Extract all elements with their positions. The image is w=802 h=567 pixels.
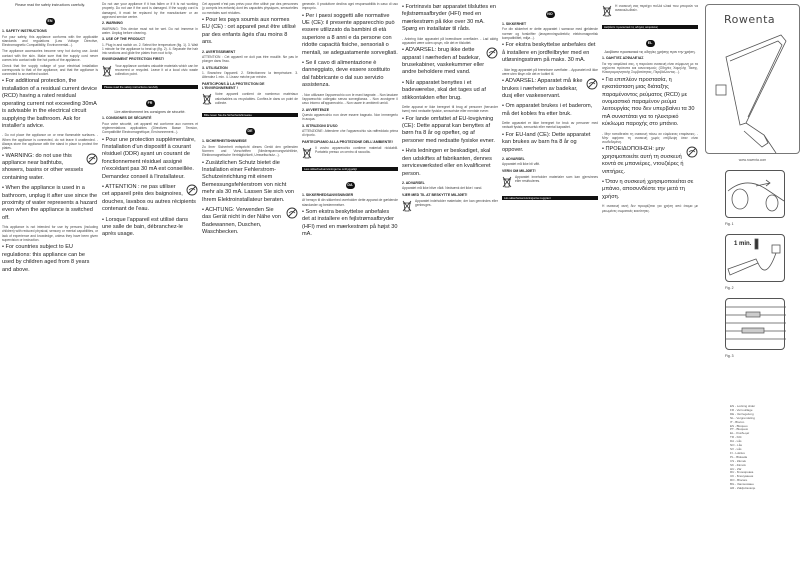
text-column (2, 2, 98, 565)
intro-note: Διαβάστε προσεκτικά τις οδηγίες χρήσης πριν την χρήση. (604, 50, 696, 54)
legend-item: ES - Bloqueo (730, 423, 748, 428)
badge-row (302, 173, 398, 191)
recycling-notice (402, 199, 498, 217)
badge-row (102, 91, 198, 109)
warning-text: • For EU-land (CE): Dette apparatet kan brukes av barn fra 8 år og oppover. (502, 131, 591, 153)
section-heading: 1. CONSIGNES DE SÉCURITÉ (102, 116, 152, 121)
section-divider-bar: Bitte lesen Sie die Sicherheitshinweise (202, 113, 298, 117)
section-heading: PARTECIPIAMO ALLA PROTEZIONE DELL'AMBIENTE! (302, 139, 393, 144)
warning-text: • Per i paesi soggetti alle normative UE (CE): il presente apparecchio può essere utilizzato da bambini di età superiore a 8 anni e da persone con ridotte capacità fisiche, sensoriali o mentali, se adeguatamente sorvegliati. (302, 12, 398, 56)
figure-2 (725, 234, 785, 282)
body-text: ATTENZIONE: Attendere che l'apparecchio sia raffreddato prima di riporlo. (302, 128, 398, 138)
section-heading: VÆR MED TIL AT BESKYTTE MILJØET! (402, 192, 468, 197)
body-text: - Μην τοποθετείτε τη συσκευή πάνω σε εύφλεκτες επιφάνειες. - Μην αφήνετε τη συσκευή χωρίς επίβλεψη όταν είναι συνδεδεμένη. (602, 131, 698, 145)
warning-text: • Zusätzlichen Schutz bietet die Installation einer Fehlerstrom-Schutzeinrichtung mit einem Bemessungsfehlerstrom von nicht mehr als 30 mA. Lassen Sie sich von Ihrem Elektroinstallateur beraten. (202, 159, 295, 203)
body-text: Apparatet må ikke blive vådt. Nedsænk det ikke i vand. (402, 186, 483, 191)
warning-text: • For lande omfattet af EU-lovgivning (CE): Dette apparat kan benyttes af børn fra 8 år og opefter, og af personer med nedsatte fysiske evner. (402, 115, 495, 144)
section-divider-bar: Διαβάστε προσεκτικά τις οδηγίες ασφαλείας (602, 25, 698, 29)
legend-item: TR - Kilit (730, 435, 742, 440)
recycling-notice (602, 4, 698, 22)
body-text: Apparatet må ikke bli vått. (502, 162, 540, 167)
legend-item: SK - Zámok (730, 462, 746, 467)
body-text: For din sikkerhet er dette apparatet i samsvar med gjeldende normer og forskrifter (lavspenningsdirektiv, elektromagnetisk kompatibilitet, miljø...). (502, 27, 598, 40)
warning-text: • Når apparatet benyttes i et badeværelse, skal det tages ud af stikkontakten efter brug. (402, 79, 486, 101)
section-heading: 2. AVERTISSEMENT (202, 49, 236, 54)
warning-text (402, 47, 498, 77)
warning-text: • Pour les pays soumis aux normes EU (CE) : cet appareil peut être utilisé par des enfants âgés d'au moins 8 ans. (202, 16, 296, 46)
legend-item: NL - Vergrendeling (730, 415, 755, 420)
brand-logo: Rowenta (724, 13, 776, 26)
section-divider-bar: Læs sikkerhedsanvisningerne omhyggeligt (302, 167, 398, 171)
warning-label: • ACHTUNG: Verwenden Sie das Gerät nicht in der Nähe von Badewannen, Duschen, Waschbecken. (202, 207, 281, 236)
legend-item: DE - Verriegelung (730, 411, 754, 416)
section-divider-bar: Läs säkerhetsanvisningarna noggrant (502, 196, 598, 200)
recycling-text: Your appliance contains valuable materials which can be recovered or recycled. Leave it at a local civic waste collection point. (115, 63, 198, 77)
body-text: For your safety, this appliance conforms with the applicable standards and regulations (Low Voltage Directive, Electromagnetic Compatibility, Environmental...). (2, 34, 98, 48)
warning-text: • For ekstra beskyttelse anbefales det å installere en jordfeilbryter med en utløsningsstrøm på maks. 30 mA. (502, 42, 596, 64)
recycling-text: Il vostro apparecchio contiene materiali riciclabili. Portatelo presso un centro di raccolta. (315, 145, 398, 155)
legend-item: FI - Lukitus (730, 450, 745, 455)
warning-label: • ATTENTION : ne pas utiliser cet appareil près des baignoires, douches, lavabos ou autres récipients contenant de l'eau. (102, 184, 196, 213)
figure-1-label: Fig. 1 (725, 222, 734, 226)
warning-text: • For additional protection, the installation of a residual current device (RCD) having a rated residual operating current not exceeding 30mA is advisable in the electrical circuit supplying the bathroom. Ask for installer's advice. (2, 78, 98, 129)
warning-text (502, 78, 598, 100)
legend-item: EL - Κλείδωμα (730, 431, 750, 436)
badge-row (202, 119, 298, 137)
warning-text: • Se il cavo di alimentazione è danneggiato, deve essere sostituito dal fabbricante o dal suo servizio assistenza. (302, 60, 391, 89)
section-heading: 3. UTILISATION (202, 65, 228, 70)
illustration-panel (703, 0, 802, 567)
legend-item: BG - Заключване (730, 482, 754, 487)
crossed-bin-icon (402, 199, 412, 217)
warning-text: • Hvis ledningen er beskadiget, skal den udskiftes af fabrikanten, dennes serviceværksted eller en kvalificeret person. (402, 148, 492, 177)
hair-straightener-drawing (706, 5, 801, 155)
body-text: Dette apparat er ikke beregnet til brug af personer (herunder børn) med nedsatte fysiske, sensoriske eller mentale evner. (402, 105, 498, 114)
body-text: Pour votre sécurité, cet appareil est conforme aux normes et réglementations applicables (Directives Basse Tension, Compatibilité Electromagnétique, Environnement...). (102, 121, 198, 135)
figure-1 (725, 170, 785, 218)
section-heading: 2. WARNING (102, 21, 123, 26)
legend-item: RO - Blocare (730, 478, 748, 483)
recycling-text: Η συσκευή σας περιέχει πολλά υλικά που μπορούν να ανακυκλωθούν. (615, 4, 698, 13)
badge-row (502, 2, 598, 20)
crossed-bin-icon (502, 175, 512, 193)
recycling-text: Apparatet inneholder materialer som kan gjenvinnes eller resirkuleres. (515, 175, 598, 184)
language-badge: DE (247, 129, 253, 134)
lock-slider-drawing (726, 171, 786, 219)
legend-item: UK - Блокування (730, 474, 754, 479)
crossed-bin-icon (302, 146, 312, 164)
body-text: 1. Branchez l'appareil. 2. Sélectionnez la température. 3. Attendez 1 min. 4. Lissez mèche par mèche. (202, 70, 298, 80)
recycling-text: Apparatet indeholder materialer, der kan genvindes eller genbruges. (415, 199, 498, 208)
heat-time-label: 1 min. (734, 241, 752, 247)
figure-3-label: Fig. 3 (725, 354, 734, 358)
warning-text: • Pour une protection supplémentaire, l'installation d'un dispositif à courant résiduel (DDR) ayant un courant de fonctionnement résiduel assigné n'excédant pas 30 mA est conseillée. Demandez conseil à l'installateur. (102, 136, 196, 180)
section-divider-bar: Please read the safety instructions carefully (102, 85, 198, 89)
body-text: Do not use your appliance if it has fallen or if it is not working properly. Do not use if the cord is damaged. If the supply cord is damaged, it must be replaced by the manufacturer or an approved service centre. (102, 2, 198, 19)
legend-item: FR - Verrouillage (730, 407, 753, 412)
legend-item: DA - Lås (730, 439, 742, 444)
section-heading: PARTICIPONS À LA PROTECTION DE L'ENVIRONNEMENT ! (202, 81, 265, 90)
warning-text: • Όταν η συσκευή χρησιμοποιείται σε μπάνιο, αποσυνδέστε την μετά τη χρήση. (602, 179, 694, 200)
body-text: Η συσκευή αυτή δεν προορίζεται για χρήση από άτομα με μειωμένες σωματικές ικανότητες. (602, 204, 698, 213)
warning-text (2, 153, 98, 183)
language-badge: DA (347, 182, 353, 187)
body-text: This appliance is not intended for use by persons (including children) with reduced physical, sensory or mental capabilities, or lack of experience and knowledge, unless they have been given supervision or instruction. (2, 225, 98, 243)
recycling-notice (302, 146, 398, 164)
warning-text (202, 207, 298, 237)
body-text: Check that the supply voltage of your electrical installation corresponds to that of the appliance, and that the appliance is connected to an earthed socket. (2, 63, 98, 77)
section-heading: 3. USE OF THE PRODUCT (102, 37, 146, 42)
body-text: - Non utilizzare l'apparecchio con le mani bagnate. - Non lasciare l'apparecchio collegato senza sorveglianza. - Non avvolgere il cavo intorno all'apparecchio. - Non usare in ambienti umidi. (302, 92, 398, 106)
warning-label: • ΠΡΟΕΙΔΟΠΟΙΗΣΗ: μην χρησιμοποιείτε αυτή τη συσκευή κοντά σε μπανιέρες, ντουζιέρες ή νιπτήρες. (602, 146, 684, 175)
body-text: - Anbring ikke apparatet på brændbare overflader. - Lad aldrig apparatet være uden opsyn, når det er tilsluttet. (402, 36, 498, 45)
text-column (602, 2, 698, 565)
language-badge: EN (47, 19, 53, 24)
section-heading: ENVIRONMENT PROTECTION FIRST! (102, 57, 165, 62)
crossed-bin-icon (102, 64, 112, 82)
hair-sections-drawing (726, 299, 786, 351)
warning-text: • Om apparatet brukes i et baderom, må det kobles fra etter bruk. (502, 103, 593, 117)
intro-note: Please read the safety instructions carefully. (14, 3, 86, 7)
body-text: Zu Ihrer Sicherheit entspricht dieses Gerät den geltenden Normen und Vorschriften (Niederspannungsrichtlinie, Elektromagnetische Verträglichkeit, Umweltschutz...). (202, 144, 298, 158)
legend-item: PL - Blokada (730, 454, 748, 459)
body-text: WARNING: This device must not be wet. Do not immerse in water. Unplug before cleaning. (102, 26, 198, 35)
figure-2-label: Fig. 2 (725, 286, 734, 290)
section-heading: 2. AVVERTENZE (302, 107, 330, 112)
text-column (202, 2, 298, 565)
section-heading: 3. ISTRUZIONI D'USO (302, 123, 338, 128)
warning-text: • Som ekstra beskyttelse anbefales det at installere en fejlstrømsafbryder (HFI) med en mærkestrøm på højst 30 mA. (302, 208, 398, 238)
language-badge: EL (646, 40, 655, 47)
legend-item: IT - Blocco (730, 419, 745, 424)
warning-text: • Lorsque l'appareil est utilisé dans une salle de bain, débranchez-le après usage. (102, 216, 189, 238)
warning-text: • Fortrinsvis bør apparatet tilsluttes en fejlstrømsafbryder (HFI) med en mærkestrøm på ikke over 30 mA. Spørg en installatør til råds. (402, 4, 496, 33)
recycling-notice (102, 64, 198, 82)
intro-note: Lire attentivement les consignes de sécurité. (114, 109, 186, 114)
website-url: www.rowenta.com (738, 158, 767, 162)
language-legend (730, 405, 800, 491)
body-text: generale. Il produttore declina ogni responsabilità in caso di uso improprio. (302, 2, 398, 11)
body-text: Cet appareil n'est pas prévu pour être utilisé par des personnes (y compris les enfants) dont les capacités physiques, sensorielles ou mentales sont réduites. (202, 2, 298, 15)
warning-label: • WARNING: do not use this appliance near bathtubs, showers, basins or other vessels containing water. (2, 152, 84, 181)
section-heading: 1. ΟΔΗΓΊΕΣ ΑΣΦΑΛΕΊΑΣ (602, 56, 644, 61)
warning-text: • Για επιπλέον προστασία, η εγκατάσταση μιας διάταξης παραμένοντος ρεύματος (RCD) με ονομαστικό παραμένον ρεύμα λειτουργίας που δεν υπερβαίνει τα 30 mA συνιστάται για το ηλεκτρικό κύκλωμα παροχής στο μπάνιο. (602, 76, 695, 128)
body-text: - Ikke legg apparatet på brennbare overflater. - Apparatet må ikke være uten tilsyn når det er koblet til. (502, 67, 598, 76)
legend-item: EN - Locking slider (730, 404, 756, 408)
badge-row (602, 31, 698, 49)
recycling-notice (202, 92, 298, 110)
recycling-notice (502, 175, 598, 193)
legend-item: RU - Блокировка (730, 470, 754, 475)
body-text: Questo apparecchio non deve essere bagnato. Non immergerlo in acqua. (302, 112, 398, 122)
body-text: Dette apparatet er ikke beregnet for bruk av personer med nedsatt fysisk, sensorisk eller mental kapasitet. (502, 121, 598, 130)
product-illustration (705, 4, 800, 154)
body-text: Af hensyn til din sikkerhed overholder dette apparat de gældende standarder og bestemmelser. (302, 198, 398, 207)
body-text: - Do not place the appliance on or near flammable surfaces. - When the appliance is connected, do not leave it unattended. - Always store the appliance with the stand in place to protect the plates. (2, 133, 98, 151)
legend-item: NO - Lås (730, 443, 743, 448)
warning-text: • When the appliance is used in a bathroom, unplug it after use since the proximity of water represents a hazard even when the appliance is switched off. (2, 185, 98, 221)
text-column (502, 2, 598, 565)
section-heading: 1. SIKKERHET (502, 22, 527, 26)
section-heading: 1. SAFETY INSTRUCTIONS (2, 29, 47, 34)
warning-text: • For countries subject to EU regulations: this appliance can be used by children aged from 8 years and above. (2, 244, 90, 273)
section-heading: 2. ADVARSEL (402, 180, 425, 185)
language-badge: NO (547, 12, 553, 16)
body-text: 1. Plug in and switch on. 2. Select the temperature (fig. 1). 3. Wait 1 minute for the appliance to heat up (fig. 2). 4. Separate the hair into sections and glide the plates from root to tip. (102, 42, 198, 56)
text-column (402, 2, 498, 565)
crossed-bin-icon (202, 92, 212, 110)
legend-item: HR - Zaključavanje (730, 486, 756, 491)
badge-row (2, 9, 98, 27)
figure-3 (725, 298, 785, 350)
warning-label: • ADVARSEL: brug ikke dette apparat i nærheden af badekar, brusekabiner, vaskekummer eller andre beholdere med vand. (402, 47, 485, 76)
recycling-text: Votre appareil contient de nombreux matériaux valorisables ou recyclables. Confiez-le dans un point de collecte. (215, 92, 298, 105)
legend-item: PT - Bloqueio (730, 427, 749, 432)
section-heading: 1. SICHERHEITSHINWEISE (202, 139, 247, 144)
warning-text (602, 146, 698, 176)
body-text: ATTENTION : Cet appareil ne doit pas être mouillé. Ne pas le plonger dans l'eau. (202, 54, 298, 64)
language-badge: FR (146, 100, 155, 107)
text-column (102, 2, 198, 565)
legend-item: SV - Lås (730, 446, 742, 451)
warning-label: • ADVARSEL: Apparatet må ikke brukes i nærheten av badekar, dusj eller vaskeservant. (502, 78, 583, 99)
legend-item: HU - Zár (730, 466, 742, 471)
body-text: The appliance accessories become very hot during use. Avoid contact with the skin. Make sure that the supply cord never comes into contact with the hot parts of the appliance. (2, 49, 98, 62)
text-column (302, 2, 398, 565)
crossed-bin-icon (602, 4, 612, 22)
body-text: Για την ασφάλειά σας, η παρούσα συσκευή είναι σύμφωνη με τα ισχύοντα πρότυπα και κανονισμούς (Οδηγίες Χαμηλής Τάσης, Ηλεκτρομαγνητικής Συμβατότητας, Περιβάλλοντος...). (602, 61, 698, 75)
section-heading: 2. ADVARSEL (502, 156, 525, 161)
legend-item: CS - Zámek (730, 458, 747, 463)
warning-text (102, 184, 198, 214)
section-heading: VERN OM MILJØET! (502, 168, 536, 173)
section-heading: 1. SIKKERHEDSANVISNINGER (302, 192, 354, 197)
